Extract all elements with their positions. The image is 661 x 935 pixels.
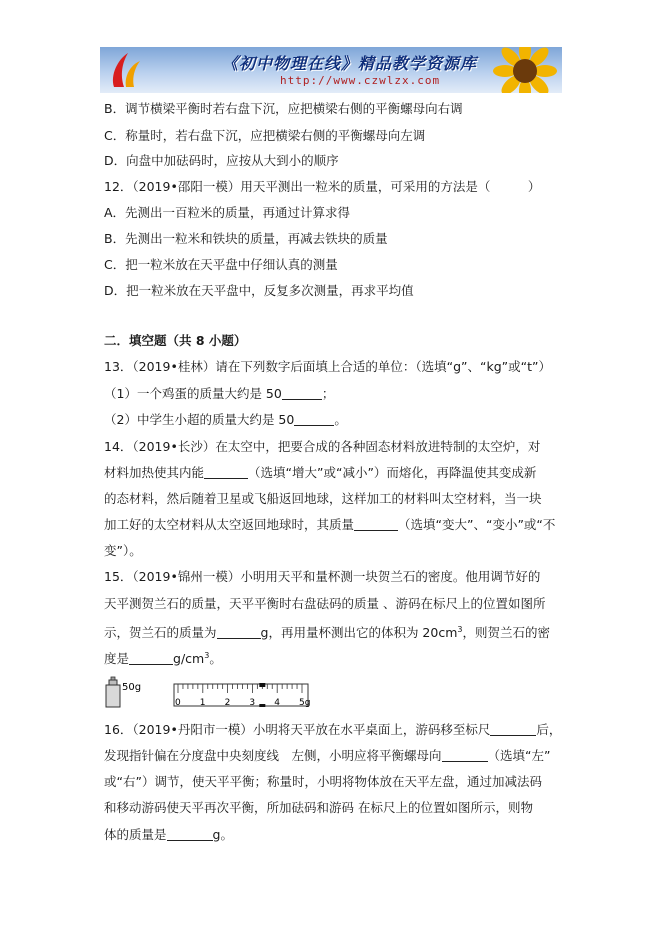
- sunflower-icon: [480, 47, 560, 93]
- q12-option-a: A．先测出一百粒米的质量，再通过计算求得: [104, 205, 351, 220]
- q16-line-3: 或“右”）调节，使天平平衡；称量时，小明将物体放在天平左盘，通过加减法码: [104, 774, 542, 789]
- answer-blank[interactable]: [167, 828, 213, 841]
- q15-line-4: 度是 $g/cm^3$。: [104, 651, 222, 667]
- q11-option-c: C．称量时，若右盘下沉，应把横梁右侧的平衡螺母向左调: [104, 128, 426, 143]
- weight-label: 50g: [122, 682, 142, 693]
- q13-stem: 13．（2019•桂林）请在下列数字后面填上合适的单位：（选填“g”、“kg”或“t”）: [104, 359, 551, 374]
- q12-option-c: C．把一粒米放在天平盘中仔细认真的测量: [104, 257, 338, 272]
- answer-blank[interactable]: [442, 749, 488, 762]
- q14-line-2: 材料加热使其内能 （选填“增大”或“减小”）而熔化，再降温使其变成新: [104, 465, 537, 480]
- q14-line-4: 加工好的太空材料从太空返回地球时，其质量 （选填“变大”、“变小”或“不: [104, 517, 556, 532]
- scale-tick-label: 3: [249, 698, 256, 708]
- answer-blank[interactable]: [490, 723, 536, 736]
- q14-line-1: 14．（2019•长沙）在太空中，把要合成的各种固态材料放进特制的太空炉，对: [104, 439, 541, 454]
- q16-line-5: 体的质量是 g。: [104, 827, 233, 842]
- answer-blank[interactable]: [354, 518, 398, 531]
- weight-icon: [106, 677, 120, 707]
- answer-blank[interactable]: [204, 466, 248, 479]
- q12-option-b: B．先测出一粒米和铁块的质量，再减去铁块的质量: [104, 231, 388, 246]
- scale-tick-label: 5g: [299, 698, 310, 708]
- q14-line-5: 变”）。: [104, 543, 142, 558]
- rider-marker-bottom: [259, 704, 265, 707]
- q16-line-4: 和移动游码使天平再次平衡，所加砝码和游码 在标尺上的位置如图所示，则物: [104, 800, 533, 815]
- slide-scale: [174, 684, 308, 706]
- q16-line-1: 16．（2019•丹阳市一模）小明将天平放在水平桌面上，游码移至标尺 后，: [104, 722, 562, 737]
- q11-option-d: D．向盘中加砝码时，应按从大到小的顺序: [104, 153, 339, 168]
- answer-blank[interactable]: [294, 413, 334, 426]
- banner-url[interactable]: http://www.czwlzx.com: [280, 74, 441, 87]
- q11-option-b: B．调节横梁平衡时若右盘下沉，应把横梁右侧的平衡螺母向右调: [104, 101, 463, 116]
- header-banner: [100, 47, 562, 93]
- q13-item-2: （2）中学生小超的质量大约是 50 。: [104, 412, 347, 427]
- banner-title: 《初中物理在线》精品教学资源库: [222, 54, 478, 73]
- q15-line-1: 15．（2019•锦州一模）小明用天平和量杯测一块贺兰石的密度。他用调节好的: [104, 569, 541, 584]
- answer-blank[interactable]: [282, 387, 322, 400]
- answer-blank[interactable]: [129, 652, 173, 665]
- q14-line-3: 的态材料，然后随着卫星或飞船返回地球，这样加工的材料叫太空材料，当一块: [104, 491, 542, 506]
- q12-stem: 12．（2019•邵阳一模）用天平测出一粒米的质量，可采用的方法是（ ）: [104, 179, 541, 194]
- q12-option-d: D．把一粒米放在天平盘中，反复多次测量，再求平均值: [104, 283, 414, 298]
- section-heading: 二．填空题（共 8 小题）: [104, 333, 247, 348]
- scale-tick-label: 1: [199, 698, 206, 708]
- scale-tick-label: 4: [274, 698, 280, 708]
- scale-tick-label: 0: [175, 698, 181, 708]
- site-logo-icon: [106, 49, 146, 91]
- rider-marker: [259, 683, 265, 687]
- q13-item-1: （1）一个鸡蛋的质量大约是 50 ；: [104, 386, 335, 401]
- q16-line-2: 发现指针偏在分度盘中央刻度线 左侧，小明应将平衡螺母向 （选填“左”: [104, 748, 551, 763]
- balance-scale-figure: [104, 675, 310, 711]
- q15-line-2: 天平测贺兰石的质量，天平平衡时右盘砝码的质量 、游码在标尺上的位置如图所: [104, 596, 546, 611]
- answer-blank[interactable]: [217, 626, 261, 639]
- scale-tick-label: 2: [224, 698, 231, 708]
- q15-line-3: 示，贺兰石的质量为 g，再用量杯测出它的体积为 $20cm^3$，则贺兰石的密: [104, 625, 550, 641]
